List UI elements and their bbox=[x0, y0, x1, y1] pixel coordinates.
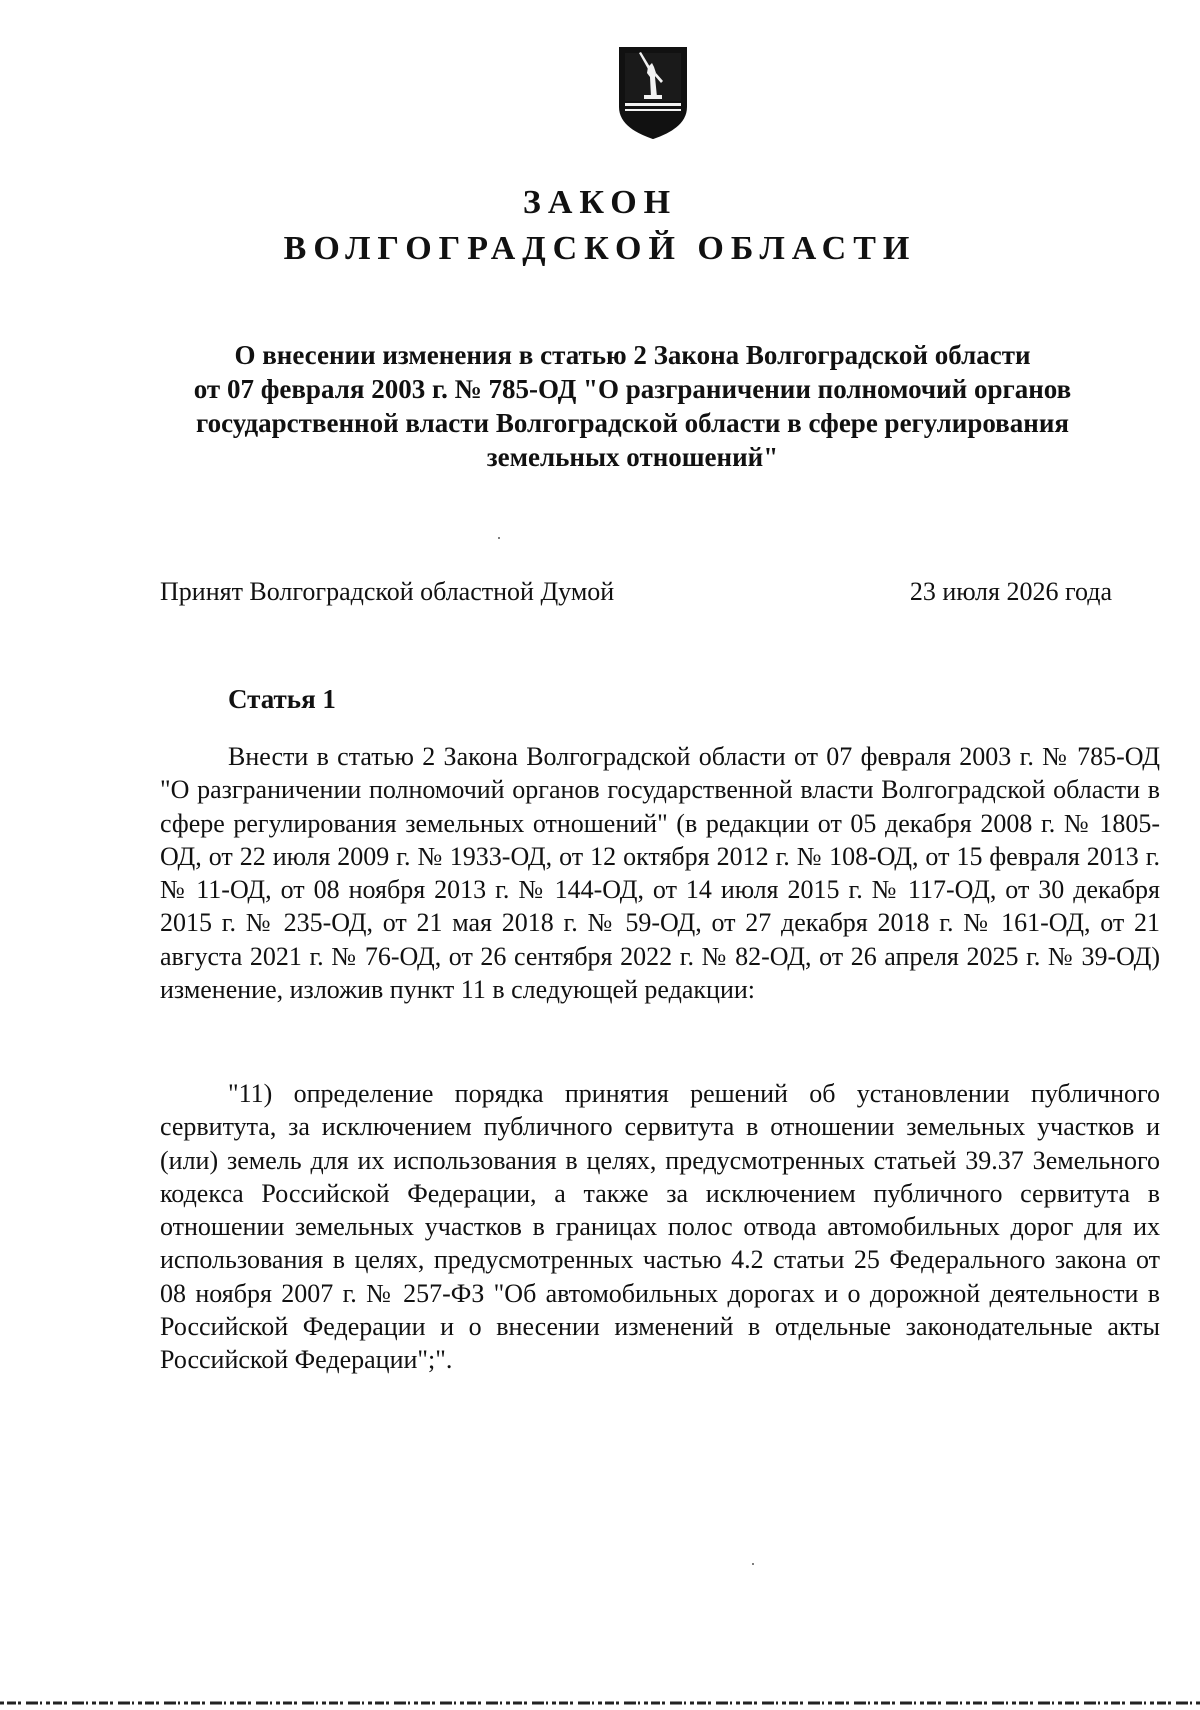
scan-speck bbox=[498, 537, 500, 539]
adoption-date: 23 июля 2026 года bbox=[909, 577, 1112, 606]
coat-of-arms-emblem bbox=[617, 45, 689, 141]
article-paragraph-2: "11) определение порядка принятия решений об установлении публичного сервитута, за исключением публичного сервитута в отношении земельных участков и (или) земель для их использования в целях, предусмотренных статьей 39.37 Земельного кодекса Российской Федерации, а также за исключением публичного сервитута в отношении земельных участков в границах полос отвода автомобильных дорог для их использования в целях, предусмотренных частью 4.2 статьи 25 Федерального закона от 08 ноября 2007 г. № 257-ФЗ "Об автомобильных дорогах и о дорожной деятельности в Российской Федерации и о внесении изменений в отдельные законодательные акты Российской Федерации";". bbox=[160, 1079, 1160, 1375]
subject-line: земельных отношений" bbox=[486, 442, 779, 472]
law-subject-heading bbox=[150, 338, 1115, 474]
subject-line: от 07 февраля 2003 г. № 785-ОД "О разграничении полномочий органов bbox=[193, 374, 1072, 404]
region-title: ВОЛГОГРАДСКОЙ ОБЛАСТИ bbox=[283, 230, 917, 267]
article-paragraph-1: Внести в статью 2 Закона Волгоградской области от 07 февраля 2003 г. № 785-ОД "О разграничении полномочий органов государственной власти Волгоградской области в сфере регулирования земельных отношений" (в редакции от 05 декабря 2008 г. № 1805-ОД, от 22 июля 2009 г. № 1933-ОД, от 12 октября 2012 г. № 108-ОД, от 15 февраля 2013 г. № 11-ОД, от 08 ноября 2013 г. № 144-ОД, от 14 июля 2015 г. № 117-ОД, от 30 декабря 2015 г. № 235-ОД, от 21 мая 2018 г. № 59-ОД, от 27 декабря 2018 г. № 161-ОД, от 21 августа 2021 г. № 76-ОД, от 26 сентября 2022 г. № 82-ОД, от 26 апреля 2025 г. № 39-ОД) изменение, изложив пункт 11 в следующей редакции: bbox=[160, 742, 1160, 1005]
article-heading: Статья 1 bbox=[228, 684, 336, 714]
subject-line: О внесении изменения в статью 2 Закона Волгоградской области bbox=[234, 340, 1031, 370]
scan-speck bbox=[752, 1563, 754, 1565]
subject-line: государственной власти Волгоградской области в сфере регулирования bbox=[195, 408, 1069, 438]
adopted-by-statement: Принят Волгоградской областной Думой bbox=[160, 577, 615, 606]
scan-edge-artifact bbox=[0, 1700, 1200, 1706]
law-title: ЗАКОН bbox=[522, 184, 678, 221]
